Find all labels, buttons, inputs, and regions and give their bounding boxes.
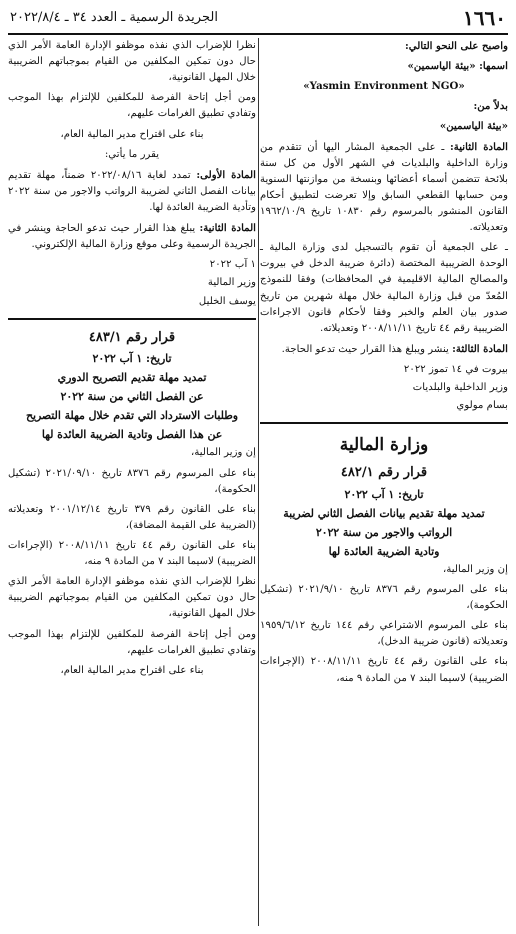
paragraph: ـ على الجمعية أن تقوم بالتسجيل لدى وزارة المالية ـ الوحدة الضريبية المختصة (دائرة ضريبة الدخل في بيروت والمصالح المالية الاقليمية في المحافظات) وفقا للنموذج المُعدّ من قبل وزارة المالية خلال مهلة شهرين من تاريخ صدور بيان العلم والخبر وفقا لأحكام قانون الاجراءات الضريبية رقم ٤٤ تاريخ ٢٠٠٨/١١/١١ وتعديلاته. <box>260 242 508 334</box>
paragraph: ومن أجل إتاحة الفرصة للمكلفين للإلتزام بهذا الموجب وتفادي تطبيق الغرامات عليهم، <box>8 628 256 656</box>
decision-title: الرواتب والاجور من سنة ٢٠٢٢ <box>315 525 453 539</box>
paragraph: إن وزير المالية، <box>443 563 508 575</box>
paragraph: بناء على اقتراح مدير المالية العام، <box>60 664 204 676</box>
article-1 <box>8 167 256 216</box>
signature-date: بيروت في ١٤ تموز ٢٠٢٢ <box>403 363 508 375</box>
column-divider <box>258 38 259 926</box>
article-label: المادة الثانية: <box>199 222 257 235</box>
paragraph: بناء على القانون رقم ٤٤ تاريخ ٢٠٠٨/١١/١١ (الإجراءات الضريبية) لاسيما البند ٧ من المادة ٩ منه، <box>260 656 508 684</box>
article-label: المادة الأولى: <box>196 168 256 181</box>
decision-title: تمديد مهلة تقديم التصريح الدوري <box>57 371 207 385</box>
signature-title: وزير الداخلية والبلديات <box>412 382 508 394</box>
paragraph: «بيئة الياسمين» <box>439 120 508 133</box>
paragraph: نظرا للإضراب الذي نفذه موظفو الإدارة العامة الأمر الذي حال دون تمكين المكلفين من القيام بموجباتهم الضريبية خلال المهل القانونية، <box>8 576 256 620</box>
left-column <box>8 38 256 683</box>
article-3 <box>260 341 508 358</box>
article-2 <box>8 220 256 253</box>
gazette-issue-line: الجريدة الرسمية ـ العدد ٣٤ ـ ٢٠٢٢/٨/٤ <box>10 10 218 25</box>
decision-title: وتادية الضريبة العائدة لها <box>328 544 440 558</box>
paragraph: بناء على المرسوم رقم ٨٣٧٦ تاريخ ٢٠٢١/٠٩/١٠ (تشكيل الحكومة)، <box>8 467 256 495</box>
decision-title: عن هذا الفصل وتادية الضريبة العائدة لها <box>41 428 223 442</box>
decision-date: تاريخ: ١ آب ٢٠٢٢ <box>344 487 424 501</box>
decision-number: قرار رقم ٤٨٢/١ <box>340 465 428 481</box>
page-header <box>8 6 508 32</box>
signature-name: يوسف الخليل <box>198 295 256 307</box>
paragraph: إن وزير المالية، <box>191 447 256 459</box>
decision-title: عن الفصل الثاني من سنة ٢٠٢٢ <box>60 390 204 404</box>
paragraph: بدلاً من: <box>473 100 508 113</box>
paragraph: بناء على القانون رقم ٣٧٩ تاريخ ٢٠٠١/١٢/١٤ وتعديلاته (الضريبة على القيمة المضافة)، <box>8 503 256 531</box>
right-column <box>260 38 508 691</box>
article-text: ـ على الجمعية المشار اليها أن تتقدم من وزارة الداخلية والبلديات في الشهر الأول من كل سنة بلائحة تتضمن أسماء أعضائها وبنسخة من موازنتها السنوية ومن حسابها القطعي السابق وإلا تعرضت لتطبيق أحكام القانون المنشور بالمرسوم رقم ١٠٨٣٠ تاريخ ١٩٦٢/١٠/٩ وتعديلاته. <box>260 141 509 234</box>
paragraph: اسمها: «بيئة الياسمين» <box>407 60 508 73</box>
header-rule <box>8 33 508 35</box>
article-label: المادة الثالثة: <box>452 342 508 355</box>
paragraph: واصبح على النحو التالي: <box>405 40 508 52</box>
paragraph: بناء على القانون رقم ٤٤ تاريخ ٢٠٠٨/١١/١١ (الإجراءات الضريبية) لاسيما البند ٧ من المادة ٩ منه، <box>8 539 256 568</box>
paragraph: نظرا للإضراب الذي نفذه موظفو الإدارة العامة الأمر الذي حال دون تمكين المكلفين من القيام بموجباتهم الضريبية خلال المهل القانونية، <box>8 40 256 84</box>
paragraph: ومن أجل إتاحة الفرصة للمكلفين للإلتزام بهذا الموجب وتفادي تطبيق الغرامات عليهم، <box>8 92 256 120</box>
article-2 <box>260 139 508 237</box>
signature-date: ١ آب ٢٠٢٢ <box>209 259 256 271</box>
decision-date: تاريخ: ١ آب ٢٠٢٢ <box>92 352 172 366</box>
latin-name: «Yasmin Environment NGO» <box>303 80 465 93</box>
article-text: يبلغ هذا القرار حيث تدعو الحاجة وينشر في الجريدة الرسمية وعلى موقع وزارة المالية الإلكتروني. <box>8 223 256 251</box>
section-divider <box>260 422 508 424</box>
decision-title: وطلبات الاسترداد التي تقدم خلال مهلة التصريح <box>26 409 238 423</box>
article-text: ينشر ويبلغ هذا القرار حيث تدعو الحاجة. <box>281 343 449 355</box>
article-label: المادة الثانية: <box>449 140 508 153</box>
paragraph: يقرر ما يأتي: <box>104 148 160 160</box>
decision-title: تمديد مهلة تقديم بيانات الفصل الثاني لضريبة <box>283 506 485 520</box>
paragraph: بناء على المرسوم رقم ٨٣٧٦ تاريخ ٢٠٢١/٩/١٠ (تشكيل الحكومة)، <box>260 583 508 612</box>
signature-name: بسام مولوي <box>456 400 508 412</box>
page-number: ١٦٦٠ <box>463 6 506 30</box>
ministry-heading: وزارة المالية <box>339 435 429 456</box>
paragraph: بناء على اقتراح مدير المالية العام، <box>60 128 204 140</box>
paragraph: بناء على المرسوم الاشتراعي رقم ١٤٤ تاريخ ١٩٥٩/٦/١٢ وتعديلاته (قانون ضريبة الدخل)، <box>260 620 508 648</box>
section-divider <box>8 318 256 320</box>
signature-title: وزير المالية <box>207 277 256 289</box>
decision-number: قرار رقم ٤٨٣/١ <box>88 329 176 345</box>
article-text: تمدد لغاية ٢٠٢٢/٠٨/١٦ ضمناً، مهلة تقديم بيانات الفصل الثاني لضريبة الرواتب والاجور من سنة ٢٠٢٢ وتأدية الضريبة العائدة لها. <box>8 169 256 213</box>
